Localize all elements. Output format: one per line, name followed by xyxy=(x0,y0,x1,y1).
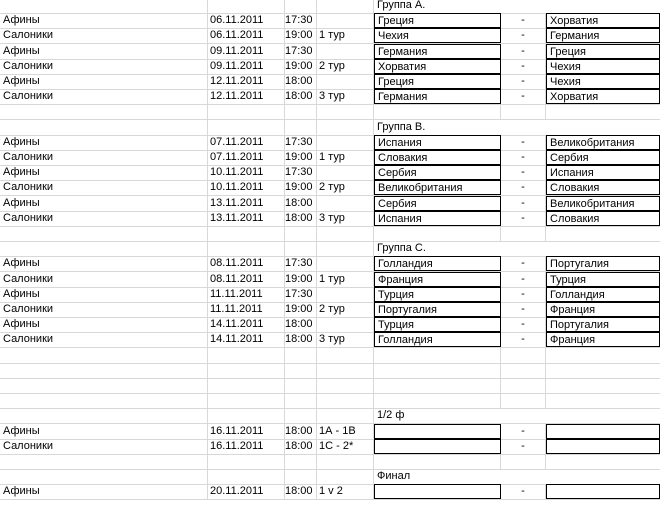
tour-cell[interactable]: 1 тур xyxy=(317,28,374,43)
dash-cell[interactable]: - xyxy=(501,135,546,150)
city-cell[interactable]: Афины xyxy=(0,196,208,211)
time-cell[interactable]: 19:00 xyxy=(285,302,317,317)
date-cell[interactable]: 20.11.2011 xyxy=(208,484,285,499)
home-team-cell[interactable] xyxy=(374,484,501,499)
tour-cell[interactable] xyxy=(317,135,374,150)
dash-cell[interactable]: - xyxy=(501,89,546,104)
tour-cell[interactable] xyxy=(317,256,374,271)
tour-cell[interactable]: 1С - 2* xyxy=(317,439,374,454)
empty-cell[interactable] xyxy=(0,348,208,363)
dash-cell[interactable]: - xyxy=(501,28,546,43)
home-team-cell[interactable]: Турция xyxy=(374,287,501,302)
city-cell[interactable]: Афины xyxy=(0,256,208,271)
empty-cell[interactable] xyxy=(501,363,546,378)
dash-cell[interactable]: - xyxy=(501,484,546,499)
match-row xyxy=(0,272,660,288)
dash-cell[interactable]: - xyxy=(501,44,546,59)
empty-cell[interactable] xyxy=(208,226,285,241)
time-cell[interactable]: 19:00 xyxy=(285,28,317,43)
empty-row xyxy=(0,226,660,242)
empty-cell[interactable] xyxy=(317,378,374,393)
empty-cell[interactable] xyxy=(0,226,208,241)
empty-cell[interactable] xyxy=(546,393,660,408)
city-cell[interactable]: Афины xyxy=(0,424,208,439)
empty-cell[interactable] xyxy=(317,408,374,423)
home-team-cell[interactable]: Голландия xyxy=(374,332,501,347)
time-cell[interactable]: 19:00 xyxy=(285,59,317,74)
empty-cell[interactable] xyxy=(208,469,285,484)
empty-cell[interactable] xyxy=(0,378,208,393)
away-team-cell[interactable]: Турция xyxy=(546,272,660,287)
section-title: 1/2 ф xyxy=(377,409,405,422)
empty-cell[interactable] xyxy=(0,104,208,119)
tour-cell[interactable]: 1 тур xyxy=(317,150,374,165)
tour-cell[interactable] xyxy=(317,74,374,89)
home-team-cell[interactable]: Голландия xyxy=(374,256,501,271)
empty-cell[interactable] xyxy=(208,454,285,469)
empty-row xyxy=(0,348,660,364)
city-cell[interactable]: Афины xyxy=(0,287,208,302)
date-cell[interactable]: 08.11.2011 xyxy=(208,256,285,271)
away-team-cell[interactable] xyxy=(546,484,660,499)
away-team-cell[interactable]: Португалия xyxy=(546,317,660,332)
match-row xyxy=(0,484,660,500)
empty-cell[interactable] xyxy=(285,0,317,13)
home-team-cell[interactable]: Словакия xyxy=(374,150,501,165)
time-cell[interactable]: 19:00 xyxy=(285,150,317,165)
time-cell[interactable]: 18:00 xyxy=(285,317,317,332)
time-cell[interactable]: 19:00 xyxy=(285,180,317,195)
empty-cell[interactable] xyxy=(0,0,208,13)
dash-cell[interactable]: - xyxy=(501,211,546,226)
empty-cell[interactable] xyxy=(317,363,374,378)
dash-cell[interactable]: - xyxy=(501,332,546,347)
empty-row xyxy=(0,104,660,120)
tour-cell[interactable]: 1А - 1В xyxy=(317,424,374,439)
section-title: Финал xyxy=(377,470,411,483)
match-row xyxy=(0,196,660,212)
empty-cell[interactable] xyxy=(501,378,546,393)
date-cell[interactable]: 06.11.2011 xyxy=(208,28,285,43)
city-cell[interactable]: Салоники xyxy=(0,180,208,195)
home-team-cell[interactable]: Сербия xyxy=(374,196,501,211)
empty-cell[interactable] xyxy=(317,348,374,363)
empty-cell[interactable] xyxy=(0,393,208,408)
home-team-cell[interactable]: Турция xyxy=(374,317,501,332)
match-row xyxy=(0,317,660,333)
empty-cell[interactable] xyxy=(208,363,285,378)
away-team-cell[interactable]: Испания xyxy=(546,165,660,180)
away-team-cell[interactable] xyxy=(546,424,660,439)
empty-cell[interactable] xyxy=(546,363,660,378)
home-team-cell[interactable]: Германия xyxy=(374,44,501,59)
date-cell[interactable]: 14.11.2011 xyxy=(208,332,285,347)
tour-cell[interactable] xyxy=(317,44,374,59)
tour-cell[interactable]: 1 v 2 xyxy=(317,484,374,499)
home-team-cell[interactable]: Германия xyxy=(374,89,501,104)
date-cell[interactable]: 07.11.2011 xyxy=(208,150,285,165)
home-team-cell[interactable]: Испания xyxy=(374,135,501,150)
away-team-cell[interactable]: Франция xyxy=(546,302,660,317)
empty-cell[interactable] xyxy=(0,408,208,423)
dash-cell[interactable]: - xyxy=(501,13,546,28)
empty-cell[interactable] xyxy=(208,348,285,363)
match-row xyxy=(0,44,660,60)
empty-row xyxy=(0,393,660,409)
away-team-cell[interactable]: Голландия xyxy=(546,287,660,302)
empty-cell[interactable] xyxy=(208,104,285,119)
empty-cell[interactable] xyxy=(208,378,285,393)
empty-cell[interactable] xyxy=(285,378,317,393)
empty-cell[interactable] xyxy=(374,393,501,408)
city-cell[interactable]: Салоники xyxy=(0,150,208,165)
empty-cell[interactable] xyxy=(546,378,660,393)
empty-cell[interactable] xyxy=(374,363,501,378)
home-team-cell[interactable]: Сербия xyxy=(374,165,501,180)
date-cell[interactable]: 13.11.2011 xyxy=(208,211,285,226)
empty-cell[interactable] xyxy=(546,454,660,469)
date-cell[interactable]: 10.11.2011 xyxy=(208,165,285,180)
tour-cell[interactable] xyxy=(317,317,374,332)
empty-cell[interactable] xyxy=(501,348,546,363)
empty-cell[interactable] xyxy=(546,348,660,363)
empty-cell[interactable] xyxy=(285,226,317,241)
date-cell[interactable]: 10.11.2011 xyxy=(208,180,285,195)
dash-cell[interactable]: - xyxy=(501,302,546,317)
empty-cell[interactable] xyxy=(285,408,317,423)
away-team-cell[interactable]: Великобритания xyxy=(546,135,660,150)
date-cell[interactable]: 12.11.2011 xyxy=(208,89,285,104)
empty-cell[interactable] xyxy=(501,393,546,408)
dash-cell[interactable]: - xyxy=(501,439,546,454)
dash-cell[interactable]: - xyxy=(501,196,546,211)
city-cell[interactable]: Салоники xyxy=(0,302,208,317)
match-row xyxy=(0,89,660,105)
section-header-row xyxy=(0,0,660,14)
dash-cell[interactable]: - xyxy=(501,74,546,89)
away-team-cell[interactable]: Хорватия xyxy=(546,89,660,104)
time-cell[interactable]: 18:00 xyxy=(285,89,317,104)
empty-cell[interactable] xyxy=(374,454,501,469)
empty-cell[interactable] xyxy=(317,0,374,13)
match-row xyxy=(0,74,660,90)
time-cell[interactable]: 18:00 xyxy=(285,211,317,226)
empty-cell[interactable] xyxy=(317,120,374,135)
date-cell[interactable]: 11.11.2011 xyxy=(208,302,285,317)
dash-cell[interactable]: - xyxy=(501,272,546,287)
time-cell[interactable]: 17:30 xyxy=(285,135,317,150)
city-cell[interactable]: Салоники xyxy=(0,439,208,454)
home-team-cell[interactable]: Португалия xyxy=(374,302,501,317)
away-team-cell[interactable]: Хорватия xyxy=(546,13,660,28)
home-team-cell[interactable]: Греция xyxy=(374,74,501,89)
away-team-cell[interactable]: Франция xyxy=(546,332,660,347)
empty-cell[interactable] xyxy=(285,363,317,378)
tour-cell[interactable]: 3 тур xyxy=(317,89,374,104)
city-cell[interactable]: Салоники xyxy=(0,89,208,104)
away-team-cell[interactable]: Словакия xyxy=(546,211,660,226)
match-row xyxy=(0,439,660,455)
empty-cell[interactable] xyxy=(0,454,208,469)
empty-cell[interactable] xyxy=(0,241,208,256)
empty-row xyxy=(0,363,660,379)
tour-cell[interactable]: 1 тур xyxy=(317,272,374,287)
dash-cell[interactable]: - xyxy=(501,287,546,302)
time-cell[interactable]: 19:00 xyxy=(285,272,317,287)
date-cell[interactable]: 12.11.2011 xyxy=(208,74,285,89)
empty-cell[interactable] xyxy=(0,120,208,135)
match-row xyxy=(0,13,660,29)
date-cell[interactable]: 08.11.2011 xyxy=(208,272,285,287)
home-team-cell[interactable] xyxy=(374,424,501,439)
empty-cell[interactable] xyxy=(0,363,208,378)
empty-cell[interactable] xyxy=(501,226,546,241)
match-row xyxy=(0,302,660,318)
away-team-cell[interactable]: Сербия xyxy=(546,150,660,165)
city-cell[interactable]: Афины xyxy=(0,74,208,89)
time-cell[interactable]: 17:30 xyxy=(285,165,317,180)
away-team-cell[interactable]: Португалия xyxy=(546,256,660,271)
city-cell[interactable]: Афины xyxy=(0,135,208,150)
date-cell[interactable]: 07.11.2011 xyxy=(208,135,285,150)
tour-cell[interactable]: 2 тур xyxy=(317,302,374,317)
date-cell[interactable]: 14.11.2011 xyxy=(208,317,285,332)
empty-cell[interactable] xyxy=(546,226,660,241)
empty-cell[interactable] xyxy=(317,226,374,241)
city-cell[interactable]: Салоники xyxy=(0,332,208,347)
section-title: Группа С. xyxy=(377,242,426,255)
date-cell[interactable]: 06.11.2011 xyxy=(208,13,285,28)
empty-cell[interactable] xyxy=(285,393,317,408)
section-header-row xyxy=(0,241,660,257)
empty-cell[interactable] xyxy=(374,378,501,393)
tour-cell[interactable]: 3 тур xyxy=(317,211,374,226)
home-team-cell[interactable]: Испания xyxy=(374,211,501,226)
city-cell[interactable]: Афины xyxy=(0,317,208,332)
home-team-cell[interactable]: Греция xyxy=(374,13,501,28)
dash-cell[interactable]: - xyxy=(501,256,546,271)
home-team-cell[interactable] xyxy=(374,439,501,454)
empty-cell[interactable] xyxy=(317,393,374,408)
city-cell[interactable]: Салоники xyxy=(0,28,208,43)
empty-cell[interactable] xyxy=(285,104,317,119)
dash-cell[interactable]: - xyxy=(501,165,546,180)
date-cell[interactable]: 09.11.2011 xyxy=(208,59,285,74)
match-row xyxy=(0,256,660,272)
city-cell[interactable]: Салоники xyxy=(0,272,208,287)
empty-cell[interactable] xyxy=(285,469,317,484)
section-title: Группа А. xyxy=(377,0,426,11)
tour-cell[interactable] xyxy=(317,287,374,302)
match-row xyxy=(0,135,660,151)
match-row xyxy=(0,332,660,348)
match-row xyxy=(0,59,660,75)
dash-cell[interactable]: - xyxy=(501,59,546,74)
away-team-cell[interactable]: Греция xyxy=(546,44,660,59)
empty-cell[interactable] xyxy=(317,469,374,484)
tour-cell[interactable] xyxy=(317,13,374,28)
time-cell[interactable]: 18:00 xyxy=(285,74,317,89)
match-row xyxy=(0,180,660,196)
match-row xyxy=(0,287,660,303)
match-row xyxy=(0,165,660,181)
tour-cell[interactable] xyxy=(317,165,374,180)
empty-cell[interactable] xyxy=(546,104,660,119)
date-cell[interactable]: 13.11.2011 xyxy=(208,196,285,211)
empty-cell[interactable] xyxy=(208,393,285,408)
date-cell[interactable]: 11.11.2011 xyxy=(208,287,285,302)
time-cell[interactable]: 17:30 xyxy=(285,13,317,28)
empty-cell[interactable] xyxy=(208,408,285,423)
match-row xyxy=(0,211,660,227)
city-cell[interactable]: Салоники xyxy=(0,211,208,226)
dash-cell[interactable]: - xyxy=(501,150,546,165)
match-row xyxy=(0,150,660,166)
time-cell[interactable]: 18:00 xyxy=(285,196,317,211)
time-cell[interactable]: 18:00 xyxy=(285,424,317,439)
home-team-cell[interactable]: Великобритания xyxy=(374,180,501,195)
empty-cell[interactable] xyxy=(317,454,374,469)
away-team-cell[interactable]: Германия xyxy=(546,28,660,43)
city-cell[interactable]: Афины xyxy=(0,44,208,59)
empty-cell[interactable] xyxy=(208,0,285,13)
empty-cell[interactable] xyxy=(317,241,374,256)
empty-cell[interactable] xyxy=(374,226,501,241)
empty-cell[interactable] xyxy=(374,104,501,119)
date-cell[interactable]: 16.11.2011 xyxy=(208,439,285,454)
city-cell[interactable]: Афины xyxy=(0,484,208,499)
tour-cell[interactable]: 2 тур xyxy=(317,59,374,74)
city-cell[interactable]: Афины xyxy=(0,13,208,28)
empty-cell[interactable] xyxy=(501,104,546,119)
empty-cell[interactable] xyxy=(285,454,317,469)
tour-cell[interactable]: 3 тур xyxy=(317,332,374,347)
home-team-cell[interactable]: Франция xyxy=(374,272,501,287)
empty-cell[interactable] xyxy=(285,241,317,256)
empty-cell[interactable] xyxy=(285,120,317,135)
empty-cell[interactable] xyxy=(285,348,317,363)
section-title: Группа В. xyxy=(377,120,426,133)
away-team-cell[interactable]: Чехия xyxy=(546,74,660,89)
away-team-cell[interactable] xyxy=(546,439,660,454)
home-team-cell[interactable]: Чехия xyxy=(374,28,501,43)
empty-cell[interactable] xyxy=(317,104,374,119)
away-team-cell[interactable]: Великобритания xyxy=(546,196,660,211)
tour-cell[interactable]: 2 тур xyxy=(317,180,374,195)
dash-cell[interactable]: - xyxy=(501,424,546,439)
city-cell[interactable]: Афины xyxy=(0,165,208,180)
section-header-row xyxy=(0,469,660,485)
section-header-row xyxy=(0,408,660,424)
time-cell[interactable]: 17:30 xyxy=(285,44,317,59)
date-cell[interactable]: 16.11.2011 xyxy=(208,424,285,439)
empty-cell[interactable] xyxy=(374,348,501,363)
empty-row xyxy=(0,454,660,470)
match-row xyxy=(0,28,660,44)
empty-cell[interactable] xyxy=(0,469,208,484)
dash-cell[interactable]: - xyxy=(501,317,546,332)
empty-cell[interactable] xyxy=(208,120,285,135)
dash-cell[interactable]: - xyxy=(501,180,546,195)
empty-cell[interactable] xyxy=(501,454,546,469)
empty-row xyxy=(0,378,660,394)
date-cell[interactable]: 09.11.2011 xyxy=(208,44,285,59)
home-team-cell[interactable]: Хорватия xyxy=(374,59,501,74)
away-team-cell[interactable]: Словакия xyxy=(546,180,660,195)
time-cell[interactable]: 17:30 xyxy=(285,287,317,302)
time-cell[interactable]: 18:00 xyxy=(285,439,317,454)
match-row xyxy=(0,424,660,440)
section-header-row xyxy=(0,120,660,136)
empty-cell[interactable] xyxy=(208,241,285,256)
time-cell[interactable]: 18:00 xyxy=(285,484,317,499)
city-cell[interactable]: Салоники xyxy=(0,59,208,74)
time-cell[interactable]: 18:00 xyxy=(285,332,317,347)
tour-cell[interactable] xyxy=(317,196,374,211)
time-cell[interactable]: 17:30 xyxy=(285,256,317,271)
away-team-cell[interactable]: Чехия xyxy=(546,59,660,74)
